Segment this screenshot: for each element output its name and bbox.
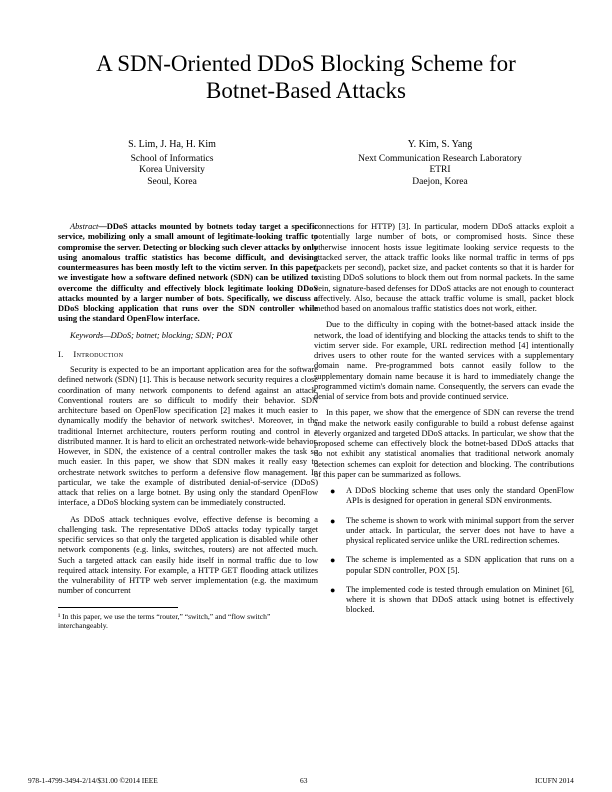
title-line-1: A SDN-Oriented DDoS Blocking Scheme for — [96, 51, 516, 76]
left-column — [58, 222, 318, 636]
author-institution: Korea University — [139, 165, 205, 176]
footnote-divider — [58, 607, 178, 608]
section-title: Introduction — [73, 348, 124, 359]
list-item-text: The implemented code is tested through emulation on Mininet [6], where it is shown that DDoS attack using botnet is effectively blocked. — [346, 584, 574, 615]
bullet-icon: ● — [330, 486, 336, 496]
author-location: Seoul, Korea — [147, 176, 197, 187]
author-affiliation: School of Informatics — [130, 154, 214, 165]
author-location: Daejon, Korea — [412, 176, 468, 187]
list-item-text: The scheme is shown to work with minimal support from the server under attack. In particular, the server does not have to have a physical replicated service unlike the URL redirection schemes. — [346, 515, 574, 545]
intro-paragraph-3: connections for HTTP) [3]. In particular, modern DDoS attacks exploit a potentially large number of bots, or compromised hosts. Since these otherwise innocent hosts issue legitimate looking service requests to the attacked server, the attack traffic looks like normal traffic in terms of pps (packets per second), packet size, and packet contents so that it is harder for existing DDoS solutions to block them out from normal packets. In the same vein, signature-based defenses for DDoS attacks are not enough to counteract effectively. Also, because the attack traffic volume is small, packet block method based on anomalous traffic statistics does not work, either. — [314, 222, 574, 313]
author-names: Y. Kim, S. Yang — [407, 139, 473, 150]
intro-paragraph-1: Security is expected to be an important application area for the software defined network (SDN) [1]. This is because network security requires a close coordination of many network components to defend against an attack. Conventional routers are so difficult to modify their behavior. SDN architecture based on OpenFlow specification [2] makes it much easier to dynamically modify the behavior of network switches¹. Moreover, in the traditional Internet architecture, routers perform routing and control in a distributed manner. It is hard to elicit an orchestrated network-wide behavior. However, in SDN, the existence of a central controller makes the task so much easier. In this paper, we show that SDN makes it really easy to orchestrate network switches to perform a defensive flow management. In particular, we take the example of distributed denial-of-service (DDoS) attack that relies on a large botnet. By using only the standard OpenFlow interface, a DDoS blocking system can be immediately constructed. — [58, 365, 318, 508]
keywords: Keywords—DDoS; botnet; blocking; SDN; POX — [70, 330, 233, 340]
bullet-icon: ● — [330, 555, 336, 566]
list-item — [314, 585, 574, 616]
author-names: S. Lim, J. Ha, H. Kim — [128, 139, 216, 150]
footer-copyright: 978-1-4799-3494-2/14/$31.00 ©2014 IEEE — [28, 776, 158, 785]
author-institution: ETRI — [429, 165, 451, 176]
intro-paragraph-2: As DDoS attack techniques evolve, effective defense is becoming a challenging task. The representative DDoS attacks today typically target specific services so that only the targeted application is disabled while other network components (e.g. links, switches, routers) are not affected much. Such a targeted attack can easily hide itself in normal traffic due to low required attack intensity. For example, a HTTP GET flooding attack utilizes the vulnerability of HTTP web server implementation (e.g. the maximum number of concurrent — [58, 514, 318, 596]
contributions-list — [314, 486, 574, 616]
bullet-icon: ● — [330, 584, 336, 595]
list-item — [314, 516, 574, 547]
author-affiliation: Next Communication Research Laboratory — [358, 154, 522, 165]
author-block-left — [62, 139, 282, 188]
page-number: 63 — [300, 776, 308, 785]
abstract — [58, 222, 318, 325]
list-item-text: The scheme is implemented as a SDN application that runs on a popular SDN controller, POX [5]. — [346, 555, 574, 575]
right-column — [314, 222, 574, 625]
paper-title — [40, 50, 572, 104]
footnote: ¹ In this paper, we use the terms “router,” “switch,” and “flow switch” interchangeably. — [58, 611, 271, 630]
bullet-icon: ● — [330, 515, 336, 526]
section-heading-introduction — [58, 349, 318, 359]
list-item-text: A DDoS blocking scheme that uses only the standard OpenFlow APIs is designed for operation in general SDN environments. — [346, 486, 574, 506]
footer-conference: ICUFN 2014 — [535, 776, 574, 785]
intro-paragraph-5: In this paper, we show that the emergence of SDN can reverse the trend and make the network easily configurable to build a robust defense against cleverly organized and targeted DDoS attacks. In particular, we show that the proposed scheme can effectively block the botnet-based DDoS attacks that do not exhibit any statistical anomalies that traditional network anomaly detection schemes can exploit for detection and blocking. The contributions of this paper can be summarized as follows. — [314, 408, 574, 479]
title-line-2: Botnet-Based Attacks — [206, 78, 406, 103]
list-item — [314, 555, 574, 576]
abstract-body: —DDoS attacks mounted by botnets today target a specific service, mobilizing only a small amount of legitimate-looking traffic to compromise the server. Detecting or blocking such clever attacks by only using anomalous traffic statistics has become difficult, and devising countermeasures has been mostly left to the victim server. In this paper, we investigate how a software defined network (SDN) can be utilized to overcome the difficulty and effectively block legitimate looking DDoS attacks mounted by a larger number of bots. Specifically, we discuss a DDoS blocking application that runs over the SDN controller while using the standard OpenFlow interface. — [58, 222, 318, 324]
section-number: I. — [58, 348, 64, 359]
intro-paragraph-4: Due to the difficulty in coping with the botnet-based attack inside the network, the load of identifying and blocking the attacks tends to shift to the victim server side. For example, URL redirection method [4] intentionally drives users to other route for the wanted services with a supplementary domain name. Pre-programmed bots cannot easily follow to the supplementary domain name because it is hard to immediately change the programmed victim's domain name. Consequently, the servers can evade the denial of service from bots and provide continued service. — [314, 320, 574, 401]
list-item — [314, 486, 574, 507]
author-block-right — [330, 139, 550, 188]
abstract-label: Abstract — [70, 222, 99, 231]
